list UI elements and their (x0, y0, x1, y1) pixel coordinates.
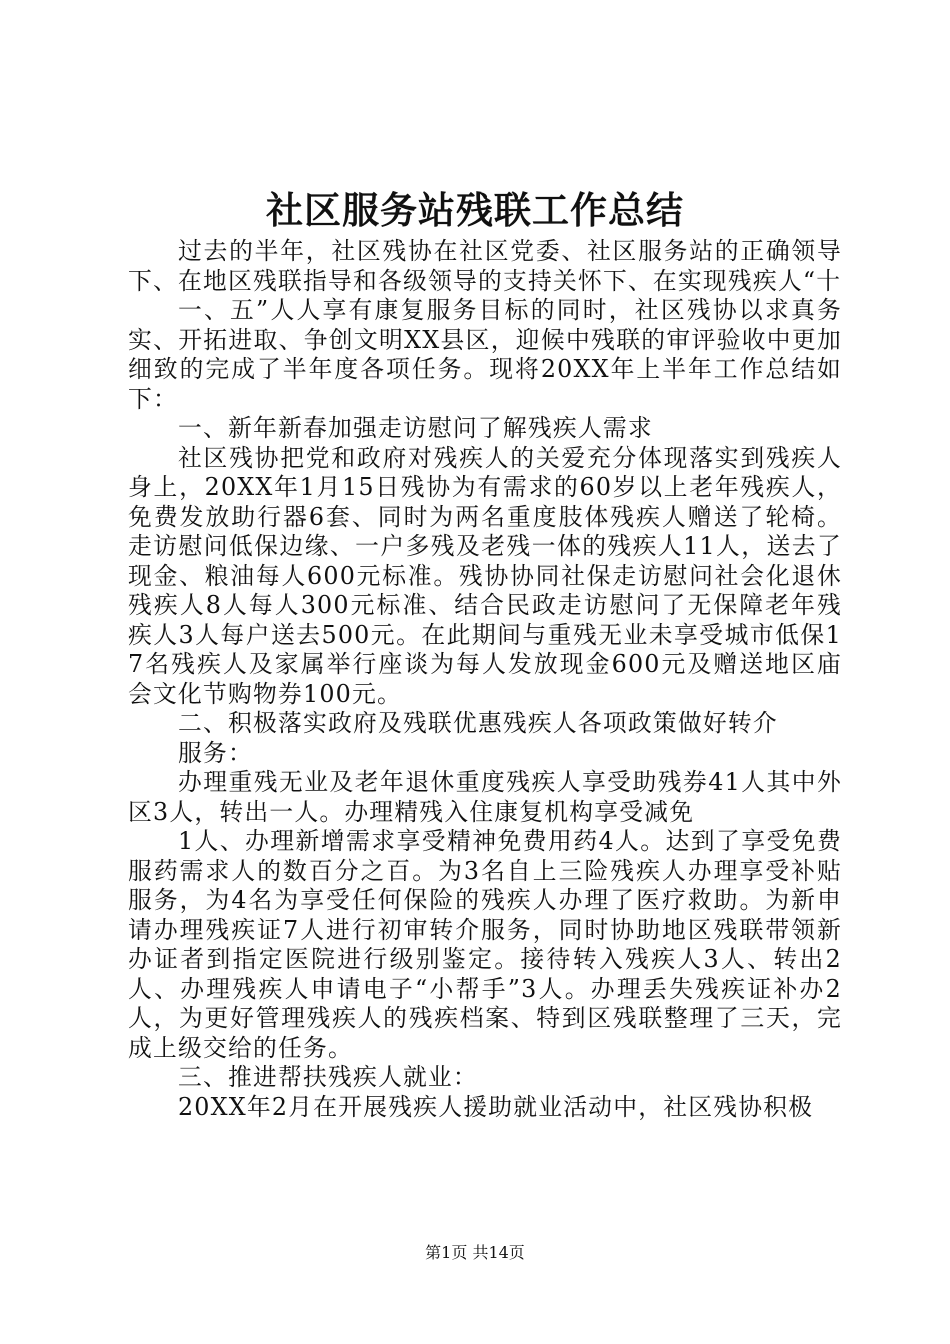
paragraph: 办理重残无业及老年退休重度残疾人享受助残券41人其中外区3人，转出一人。办理精残入住康复机构享受减免 (128, 768, 842, 826)
paragraph: 过去的半年，社区残协在社区党委、社区服务站的正确领导下、在地区残联指导和各级领导的支持关怀下、在实现残疾人“十 (128, 237, 842, 295)
paragraph: 服务： (177, 738, 253, 767)
section-heading: 三、推进帮扶残疾人就业： (177, 1063, 478, 1091)
paragraph: 1人、办理新增需求享受精神免费用药4人。达到了享受免费服药需求人的数百分之百。为3名自上三险残疾人办理享受补贴服务，为4名为享受任何保险的残疾人办理了医疗救助。为新申请办理残疾证7人进行初审转介服务，同时协助地区残联带领新办证者到指定医院进行级别鉴定。接待转入残疾人3人、转出2人、办理残疾人申请电子“小帮手”3人。办理丢失残疾证补办2人，为更好管理残疾人的残疾档案、特到区残联整理了三天，完成上级交给的任务。 (128, 827, 842, 1062)
document-body (128, 237, 842, 1122)
document-title: 社区服务站残联工作总结 (266, 188, 684, 232)
paragraph: 一、五”人人享有康复服务目标的同时，社区残协以求真务实、开拓进取、争创文明XX县区，迎候中残联的审评验收中更加细致的完成了半年度各项任务。现将20XX年上半年工作总结如下： (128, 296, 842, 413)
section-heading: 二、积极落实政府及残联优惠残疾人各项政策做好转介 (177, 709, 778, 737)
page-number-footer: 第1页 共14页 (425, 1243, 525, 1262)
section-heading: 一、新年新春加强走访慰问了解残疾人需求 (177, 414, 653, 442)
paragraph: 20XX年2月在开展残疾人援助就业活动中，社区残协积极 (177, 1092, 814, 1121)
paragraph: 社区残协把党和政府对残疾人的关爱充分体现落实到残疾人身上，20XX年1月15日残协为有需求的60岁以上老年残疾人，免费发放助行器6套、同时为两名重度肢体残疾人赠送了轮椅。走访慰问低保边缘、一户多残及老残一体的残疾人11人，送去了现金、粮油每人600元标准。残协协同社保走访慰问社会化退休残疾人8人每人300元标准、结合民政走访慰问了无保障老年残疾人3人每户送去500元。在此期间与重残无业未享受城市低保17名残疾人及家属举行座谈为每人发放现金600元及赠送地区庙会文化节购物券100元。 (128, 443, 842, 708)
